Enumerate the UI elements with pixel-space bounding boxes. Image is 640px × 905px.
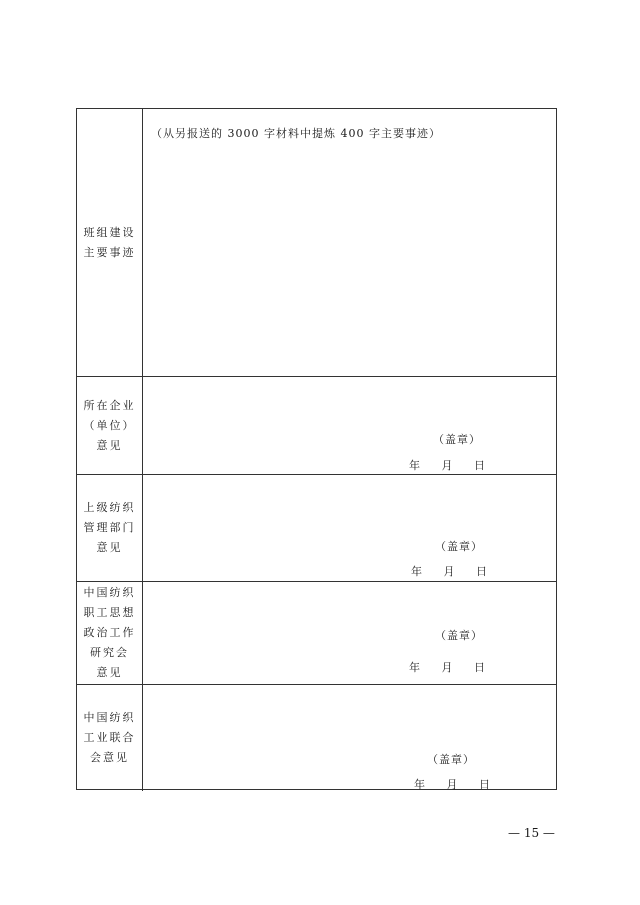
date-label: 年 月 日: [414, 778, 490, 791]
recommendation-form-table: [76, 108, 557, 790]
page-number: — 15 —: [508, 826, 555, 840]
date-label: 年 月 日: [409, 661, 485, 674]
enterprise-opinion-field[interactable]: [143, 377, 556, 474]
main-deeds-field[interactable]: [143, 109, 556, 376]
label-cell: [77, 109, 143, 376]
label-cell: [77, 685, 143, 791]
seal-label: （盖章）: [435, 540, 483, 553]
research-society-opinion-field[interactable]: [143, 582, 556, 684]
label-cell: [77, 377, 143, 474]
form-row-research-society-opinion: [77, 582, 556, 685]
form-row-enterprise-opinion: [77, 377, 556, 475]
row-label-federation-opinion: 中国纺织 工业联合 会意见: [83, 711, 136, 764]
row-label-management-dept-opinion: 上级纺织 管理部门 意见: [83, 501, 136, 554]
date-label: 年 月 日: [409, 459, 485, 472]
form-row-management-dept-opinion: [77, 475, 556, 582]
seal-label: （盖章）: [433, 433, 481, 446]
date-label: 年 月 日: [411, 565, 487, 578]
federation-opinion-field[interactable]: [143, 685, 556, 791]
seal-label: （盖章）: [435, 629, 483, 642]
row-label-enterprise-opinion: 所在企业 （单位） 意见: [83, 398, 136, 452]
label-cell: [77, 582, 143, 684]
row-label-main-deeds: 班组建设 主要事迹: [83, 225, 136, 259]
form-row-federation-opinion: [77, 685, 556, 791]
management-dept-opinion-field[interactable]: [143, 475, 556, 581]
row-label-research-society-opinion: 中国纺织 职工思想 政治工作 研究会 意见: [83, 586, 136, 679]
label-cell: [77, 475, 143, 581]
instruction-note: （从另报送的 3000 字材料中提炼 400 字主要事迹）: [151, 127, 441, 140]
seal-label: （盖章）: [427, 753, 475, 766]
form-row-main-deeds: [77, 109, 556, 377]
